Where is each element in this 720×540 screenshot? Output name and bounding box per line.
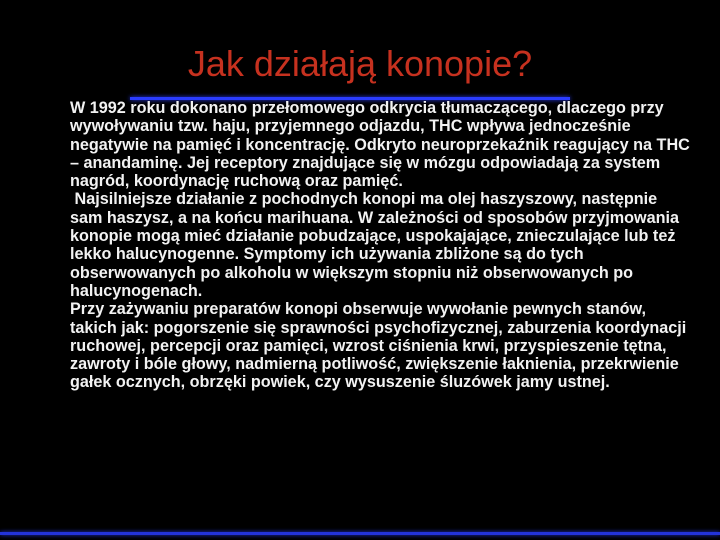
slide-title: Jak działają konopie? xyxy=(187,43,533,84)
paragraph-2: Najsilniejsze działanie z pochodnych konopi ma olej haszyszowy, następnie sam haszysz, a na końcu marihuana. W zależności od sposobów przyjmowania konopie mogą mieć działanie pobudzające, uspokajające, znieczulające lub też lekko halucynogenne. Symptomy ich używania zbliżone są do tych obserwowanych po alkoholu w większym stopniu niż obserwowanych po halucynogenach. xyxy=(70,190,684,300)
slide-body xyxy=(70,99,690,392)
paragraph-1: W 1992 roku dokonano przełomowego odkrycia tłumaczącego, dlaczego przy wywoływaniu tzw. haju, przyjemnego odjazdu, THC wpływa jednocześnie negatywie na pamięć i koncentrację. Odkryto neuroprzekaźnik reagujący na THC – anandaminę. Jej receptory znajdujące się w mózgu odpowiadają za system nagród, koordynację ruchową oraz pamięć. xyxy=(70,99,690,191)
paragraph-3: Przy zażywaniu preparatów konopi obserwuje wywołanie pewnych stanów, takich jak: pogorszenie się sprawności psychofizycznej, zaburzenia koordynacji ruchowej, percepcji oraz pamięci, wzrost ciśnienia krwi, przyspieszenie tętna, zawroty i bóle głowy, nadmierną potliwość, zwiększenie łaknienia, przekrwienie gałek ocznych, obrzęki powiek, czy wysuszenie śluzówek jamy ustnej. xyxy=(70,300,687,392)
bottom-accent-line xyxy=(0,532,720,535)
